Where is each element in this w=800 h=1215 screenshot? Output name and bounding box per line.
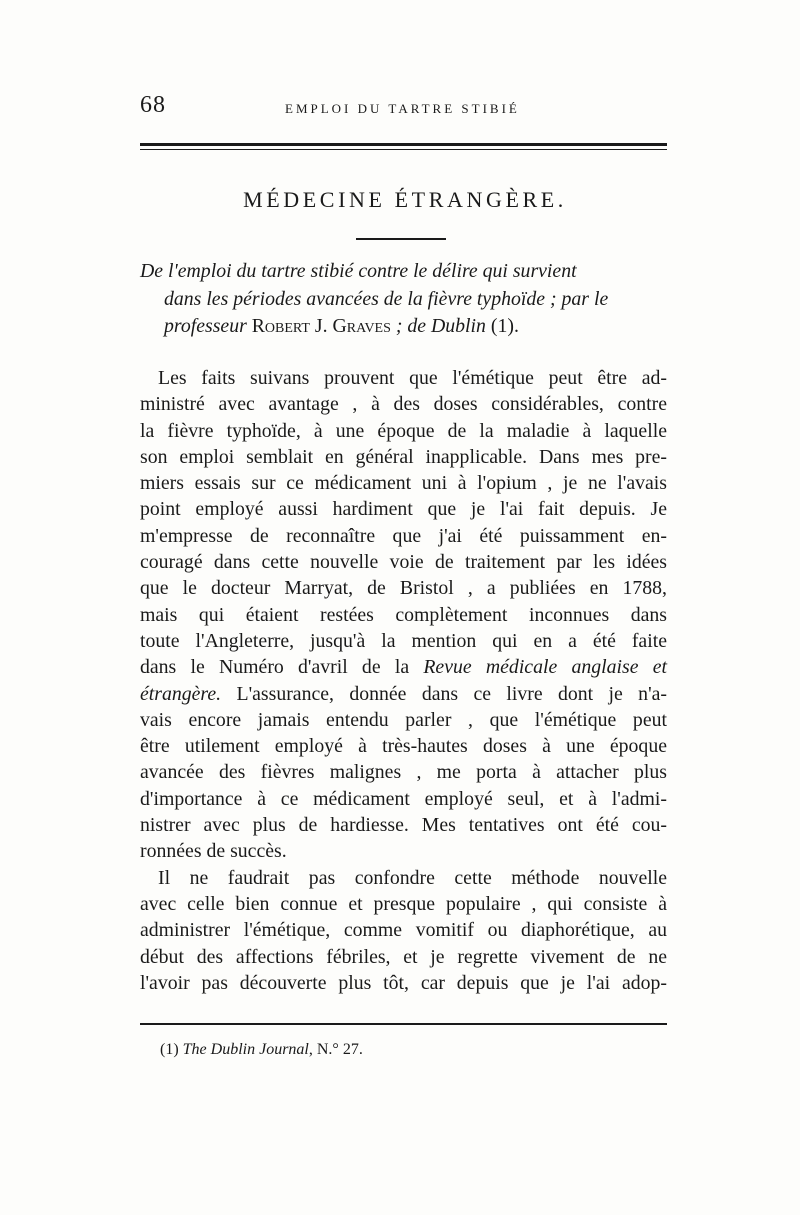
text-line: ministré avec avantage , à des doses considérables, contre — [140, 393, 667, 416]
heading-line: dans les périodes avancées de la fièvre typhoïde ; par le — [164, 287, 609, 310]
text-line: être utilement employé à très-hautes doses à une époque — [140, 735, 667, 758]
text-line: nistrer avec plus de hardiesse. Mes tentatives ont été cou- — [140, 814, 667, 837]
text-line: la fièvre typhoïde, à une époque de la maladie à laquelle — [140, 419, 667, 442]
text-line: Il ne faudrait pas confondre cette méthode nouvelle — [158, 866, 667, 889]
heading-text: ; de Dublin — [390, 315, 491, 337]
section-title: MÉDECINE ÉTRANGÈRE. — [243, 187, 567, 212]
text-line: m'empresse de reconnaître que j'ai été puissamment en- — [140, 524, 667, 547]
footnote-rule — [140, 1023, 667, 1025]
text-line — [140, 681, 667, 707]
running-head: EMPLOI DU TARTRE STIBIÉ — [285, 101, 520, 116]
body-text — [140, 365, 667, 996]
text-line: début des affections fébriles, et je regrette vivement de ne — [140, 945, 667, 968]
title-rule — [356, 238, 446, 240]
text-segment: dans le Numéro d'avril de la — [140, 656, 424, 679]
text-line: que le docteur Marryat, de Bristol , a publiées en 1788, — [140, 577, 667, 600]
footnote-ref: (1). — [490, 315, 519, 337]
text-line: point employé aussi hardiment que je l'ai fait depuis. Je — [140, 498, 667, 521]
text-line: mais qui étaient restées complètement inconnues dans — [140, 603, 667, 626]
text-line: l'avoir pas découverte plus tôt, car depuis que je l'ai adop- — [140, 971, 667, 994]
journal-title: Revue médicale anglaise et — [423, 656, 668, 679]
text-line: Les faits suivans prouvent que l'émétique peut être ad- — [158, 367, 667, 389]
text-line: avancée des fièvres malignes , me porta à attacher plus — [140, 761, 667, 784]
page-header — [140, 92, 670, 122]
text-line: miers essais sur ce médicament uni à l'opium , je ne l'avais — [140, 472, 667, 495]
heading-line — [140, 313, 670, 341]
text-line: ronnées de succès. — [140, 840, 287, 863]
text-line: d'importance à ce médicament employé seul, et à l'admi- — [140, 787, 667, 810]
footnote-rest: , N.° 27. — [308, 1041, 363, 1058]
heading-line: De l'emploi du tartre stibié contre le délire qui survient — [140, 260, 577, 282]
journal-title: étrangère. — [140, 682, 222, 705]
text-line: administrer l'émétique, comme vomitif ou diaphorétique, au — [140, 919, 667, 942]
heading-text: professeur — [164, 315, 252, 337]
text-line: couragé dans cette nouvelle voie de traitement par les idées — [140, 551, 667, 574]
text-line — [140, 654, 667, 680]
text-segment: L'assurance, donnée dans ce livre dont je n'a- — [221, 682, 667, 705]
footnote-title: The Dublin Journal — [182, 1041, 309, 1058]
footnote — [160, 1041, 363, 1059]
text-line: avec celle bien connue et presque populaire , qui consiste à — [140, 892, 667, 915]
header-rule — [140, 143, 667, 146]
text-line: toute l'Angleterre, jusqu'à la mention qui en a été faite — [140, 629, 667, 652]
header-rule-thin — [140, 149, 667, 150]
text-line: son emploi semblait en général inapplicable. Dans mes pre- — [140, 445, 667, 468]
text-line: vais encore jamais entendu parler , que l'émétique peut — [140, 708, 667, 731]
footnote-marker: (1) — [160, 1041, 183, 1058]
author-name: Robert J. Graves — [251, 315, 391, 337]
article-heading — [140, 258, 670, 341]
page-number: 68 — [140, 92, 166, 118]
